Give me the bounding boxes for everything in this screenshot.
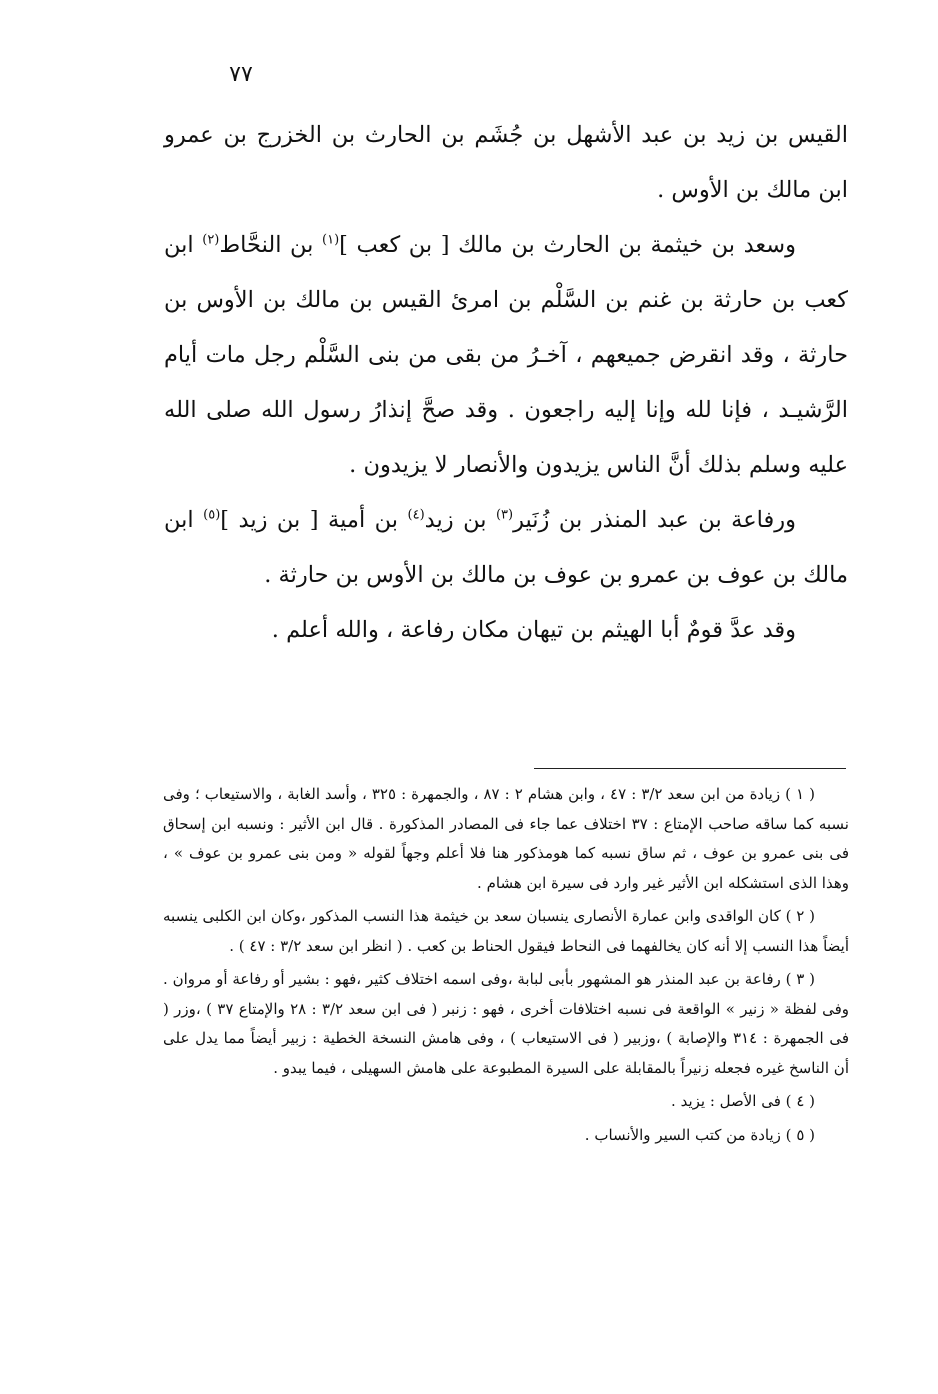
footnote-1: ( ١ ) زيادة من ابن سعد ٣/٢ : ٤٧ ، وابن هشام ٢ : ٨٧ ، والجمهرة : ٣٢٥ ، وأسد الغابة ، والاستيعاب ؛ وفى نسبه كما ساقه صاحب الإمتاع : ٣٧ اختلاف عما جاء فى المصادر المذكورة . قال ابن الأثير : ونسبه ابن إسحاق فى بنى عمرو بن عوف ، ثم ساق نسبه كما هومذكور هنا فلا أعلم وجهاً لقوله « ومن بنى عمرو بن عوف » ، وهذا الذى استشكله ابن الأثير غير وارد فى سيرة ابن هشام . [163, 785, 849, 892]
footnote-ref-2: (٢) [202, 232, 220, 248]
footnote-ref-5: (٥) [203, 507, 221, 523]
text-segment: بن زيد [424, 507, 496, 533]
paragraph-lineage-qays: القيس بن زيد بن عبد الأشهل بن جُشَم بن الحارث بن الخزرج بن عمرو ابن مالك بن الأوس . [164, 122, 848, 203]
text-segment: بن أمية [ بن زيد ] [220, 507, 408, 533]
text-segment: بن النحَّاط [219, 232, 323, 258]
footnote-3: ( ٣ ) رفاعة بن عبد المنذر هو المشهور بأبى لبابة ،وفى اسمه اختلاف كثير ،فهو : بشير أو رفاعة أو مروان . وفى لفظة « زنير » الواقعة فى نسبه اختلافات أخرى ، فهو : زنبر ( فى ابن سعد ٣/٢ : ٢٨ والإمتاع ٣٧ ) ،وزر ( فى الجمهرة : ٣١٤ والإصابة ) ،وزبير ( فى الاستيعاب ) ، وفى هامش النسخة الخطية : زبير أيضاً مما يدل على أن الناسخ غيره فجعله زنيراً بالمقابلة على السيرة المطبوعة على هامش السهيلى ، فيما يبدو . [163, 970, 850, 1077]
paragraph-abu-al-haytham: وقد عدَّ قومٌ أبا الهيثم بن تيهان مكان رفاعة ، والله أعلم . [271, 617, 796, 643]
page-number: ٧٧ [229, 62, 253, 87]
footnote-separator [534, 768, 846, 769]
paragraph-saad-ibn-khaythama [164, 218, 848, 493]
text-segment: ورفاعة بن عبد المنذر بن زُنَير [513, 507, 797, 533]
text-segment: ابن مالك بن عوف بن عمرو بن عوف بن مالك بن الأوس بن حارثة . [164, 507, 848, 588]
main-text [164, 108, 848, 658]
footnotes [163, 780, 849, 1154]
text-segment: ابن كعب بن حارثة بن غنم بن السَّلْم بن امرئ القيس بن مالك بن الأوس بن حارثة ، وقد انقرض جميعهم ، آخـرُ من بقى من بنى السَّلْم رجل مات أيام الرَّشيـد ، فإنا لله وإنا إليه راجعون . وقد صحَّ إنذارُ رسول الله صلى الله عليه وسلم بذلك أنَّ الناس يزيدون والأنصار لا يزيدون . [164, 232, 848, 478]
footnote-ref-1: (١) [322, 232, 340, 248]
footnote-2: ( ٢ ) كان الواقدى وابن عمارة الأنصارى ينسبان سعد بن خيثمة هذا النسب المذكور ،وكان ابن الكلبى ينسبه أيضاً هذا النسب إلا أنه كان يخالفهما فى النحاط فيقول الحناط بن كعب . ( انظر ابن سعد ٣/٢ : ٤٧ ) . [163, 907, 849, 955]
footnote-4: ( ٤ ) فى الأصل : يزيد . [671, 1092, 815, 1110]
footnote-ref-4: (٤) [407, 507, 425, 523]
footnote-5: ( ٥ ) زيادة من كتب السير والأنساب . [584, 1125, 815, 1144]
text-segment: وسعد بن خيثمة بن الحارث بن مالك [ بن كعب ] [339, 232, 797, 258]
paragraph-rifaa [164, 493, 848, 603]
footnote-ref-3: (٣) [495, 507, 514, 523]
